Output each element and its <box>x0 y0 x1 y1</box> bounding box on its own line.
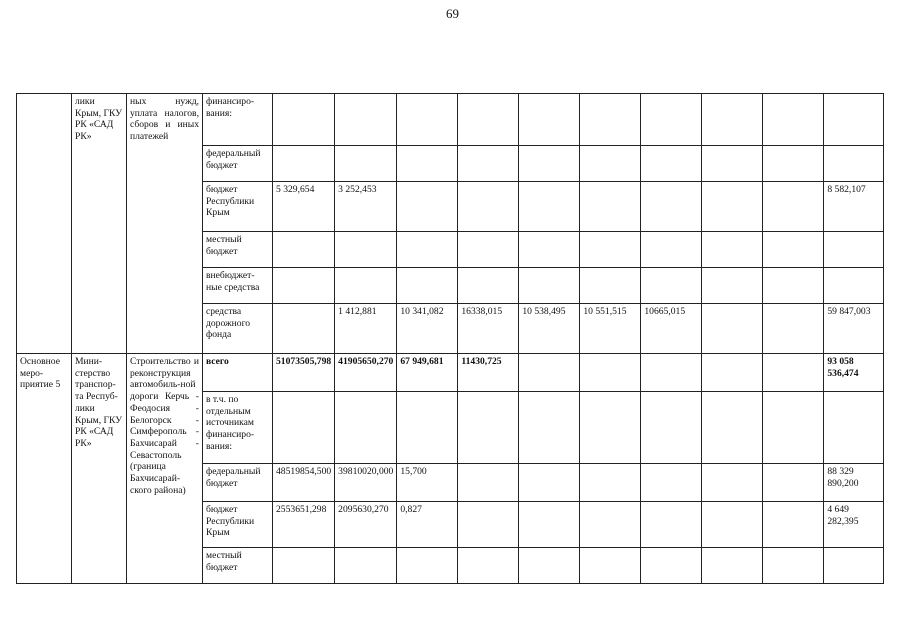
amount-cell <box>580 94 641 146</box>
amount-cell <box>458 182 519 232</box>
amount-cell <box>580 182 641 232</box>
amount-cell <box>824 94 884 146</box>
amount-cell <box>519 146 580 182</box>
amount-cell <box>580 464 641 502</box>
amount-cell <box>458 548 519 584</box>
amount-cell <box>397 548 458 584</box>
amount-cell: 88 329 890,200 <box>824 464 884 502</box>
amount-cell <box>580 146 641 182</box>
amount-cell: 16338,015 <box>458 304 519 354</box>
amount-cell: 2095630,270 <box>335 502 397 548</box>
amount-cell <box>641 146 702 182</box>
amount-cell <box>273 232 335 268</box>
amount-cell: 59 847,003 <box>824 304 884 354</box>
amount-cell <box>702 182 763 232</box>
amount-cell <box>519 548 580 584</box>
amount-cell <box>702 354 763 392</box>
amount-cell <box>335 232 397 268</box>
amount-cell: 10 538,495 <box>519 304 580 354</box>
amount-cell <box>335 94 397 146</box>
amount-cell <box>519 392 580 464</box>
amount-cell <box>702 548 763 584</box>
amount-cell <box>335 268 397 304</box>
purpose-cell: Строительство и реконструкция автомобиль-ной дороги Керчь - Феодосия - Белогорск - Симферополь - Бахчисарай - Севастополь (граница Бахчисарай-ского района) <box>127 354 203 584</box>
amount-cell <box>458 232 519 268</box>
amount-cell: 0,827 <box>397 502 458 548</box>
amount-cell <box>824 146 884 182</box>
amount-cell <box>824 392 884 464</box>
amount-cell <box>580 354 641 392</box>
amount-cell: 67 949,681 <box>397 354 458 392</box>
amount-cell <box>641 354 702 392</box>
amount-cell <box>519 182 580 232</box>
amount-cell: 11430,725 <box>458 354 519 392</box>
amount-cell <box>763 304 824 354</box>
amount-cell <box>641 232 702 268</box>
amount-cell <box>702 146 763 182</box>
funding-source-cell: федеральный бюджет <box>203 464 273 502</box>
amount-cell <box>335 392 397 464</box>
amount-cell: 4 649 282,395 <box>824 502 884 548</box>
amount-cell <box>580 232 641 268</box>
amount-cell <box>763 232 824 268</box>
amount-cell <box>458 268 519 304</box>
amount-cell <box>702 268 763 304</box>
amount-cell: 2553651,298 <box>273 502 335 548</box>
amount-cell <box>397 146 458 182</box>
amount-cell <box>519 232 580 268</box>
funding-source-cell: федеральный бюджет <box>203 146 273 182</box>
amount-cell <box>702 232 763 268</box>
amount-cell <box>397 94 458 146</box>
amount-cell <box>397 392 458 464</box>
amount-cell <box>335 146 397 182</box>
amount-cell <box>641 548 702 584</box>
amount-cell <box>641 502 702 548</box>
amount-cell <box>763 548 824 584</box>
amount-cell <box>763 354 824 392</box>
funding-source-cell: в т.ч. по отдельным источникам финансиро-вания: <box>203 392 273 464</box>
amount-cell: 48519854,500 <box>273 464 335 502</box>
amount-cell <box>824 548 884 584</box>
amount-cell <box>458 464 519 502</box>
amount-cell <box>397 182 458 232</box>
amount-cell <box>458 146 519 182</box>
amount-cell: 39810020,000 <box>335 464 397 502</box>
amount-cell: 15,700 <box>397 464 458 502</box>
amount-cell <box>641 94 702 146</box>
amount-cell <box>824 232 884 268</box>
page-number: 69 <box>446 6 459 21</box>
amount-cell: 41905650,270 <box>335 354 397 392</box>
amount-cell <box>519 464 580 502</box>
amount-cell <box>397 232 458 268</box>
table-row <box>17 94 884 146</box>
amount-cell <box>702 94 763 146</box>
amount-cell: 5 329,654 <box>273 182 335 232</box>
amount-cell <box>273 94 335 146</box>
amount-cell <box>273 304 335 354</box>
amount-cell <box>641 268 702 304</box>
amount-cell <box>702 464 763 502</box>
executor-cell: Мини-стерство транспор-та Респуб-лики Крым, ГКУ РК «САД РК» <box>72 354 127 584</box>
amount-cell <box>335 548 397 584</box>
amount-cell <box>763 392 824 464</box>
amount-cell <box>580 392 641 464</box>
funding-source-cell: внебюджет-ные средства <box>203 268 273 304</box>
amount-cell <box>273 268 335 304</box>
purpose-cell: ных нужд, уплата налогов, сборов и иных платежей <box>127 94 203 354</box>
amount-cell <box>641 182 702 232</box>
budget-table <box>16 93 884 584</box>
amount-cell <box>641 464 702 502</box>
measure-cell: Основное меро-приятие 5 <box>17 354 72 584</box>
amount-cell: 93 058 536,474 <box>824 354 884 392</box>
amount-cell <box>519 354 580 392</box>
amount-cell <box>519 268 580 304</box>
amount-cell: 10 551,515 <box>580 304 641 354</box>
amount-cell <box>458 392 519 464</box>
amount-cell <box>397 268 458 304</box>
amount-cell <box>702 304 763 354</box>
amount-cell <box>519 502 580 548</box>
amount-cell <box>580 502 641 548</box>
amount-cell <box>641 392 702 464</box>
funding-source-cell: всего <box>203 354 273 392</box>
amount-cell <box>763 268 824 304</box>
funding-source-cell: бюджет Республики Крым <box>203 502 273 548</box>
amount-cell <box>702 392 763 464</box>
funding-source-cell: финансиро-вания: <box>203 94 273 146</box>
funding-source-cell: местный бюджет <box>203 232 273 268</box>
amount-cell <box>763 182 824 232</box>
amount-cell: 10 341,082 <box>397 304 458 354</box>
funding-source-cell: местный бюджет <box>203 548 273 584</box>
amount-cell <box>580 548 641 584</box>
amount-cell <box>702 502 763 548</box>
amount-cell <box>273 146 335 182</box>
executor-cell: лики Крым, ГКУ РК «САД РК» <box>72 94 127 354</box>
amount-cell <box>580 268 641 304</box>
amount-cell <box>824 268 884 304</box>
amount-cell: 8 582,107 <box>824 182 884 232</box>
amount-cell <box>763 502 824 548</box>
amount-cell: 10665,015 <box>641 304 702 354</box>
amount-cell <box>273 548 335 584</box>
measure-cell <box>17 94 72 354</box>
amount-cell <box>458 502 519 548</box>
amount-cell <box>273 392 335 464</box>
amount-cell <box>763 94 824 146</box>
amount-cell <box>458 94 519 146</box>
amount-cell: 1 412,881 <box>335 304 397 354</box>
amount-cell <box>519 94 580 146</box>
amount-cell <box>763 146 824 182</box>
funding-source-cell: средства дорожного фонда <box>203 304 273 354</box>
funding-source-cell: бюджет Республики Крым <box>203 182 273 232</box>
amount-cell: 3 252,453 <box>335 182 397 232</box>
amount-cell: 51073505,798 <box>273 354 335 392</box>
table-row <box>17 354 884 392</box>
amount-cell <box>763 464 824 502</box>
